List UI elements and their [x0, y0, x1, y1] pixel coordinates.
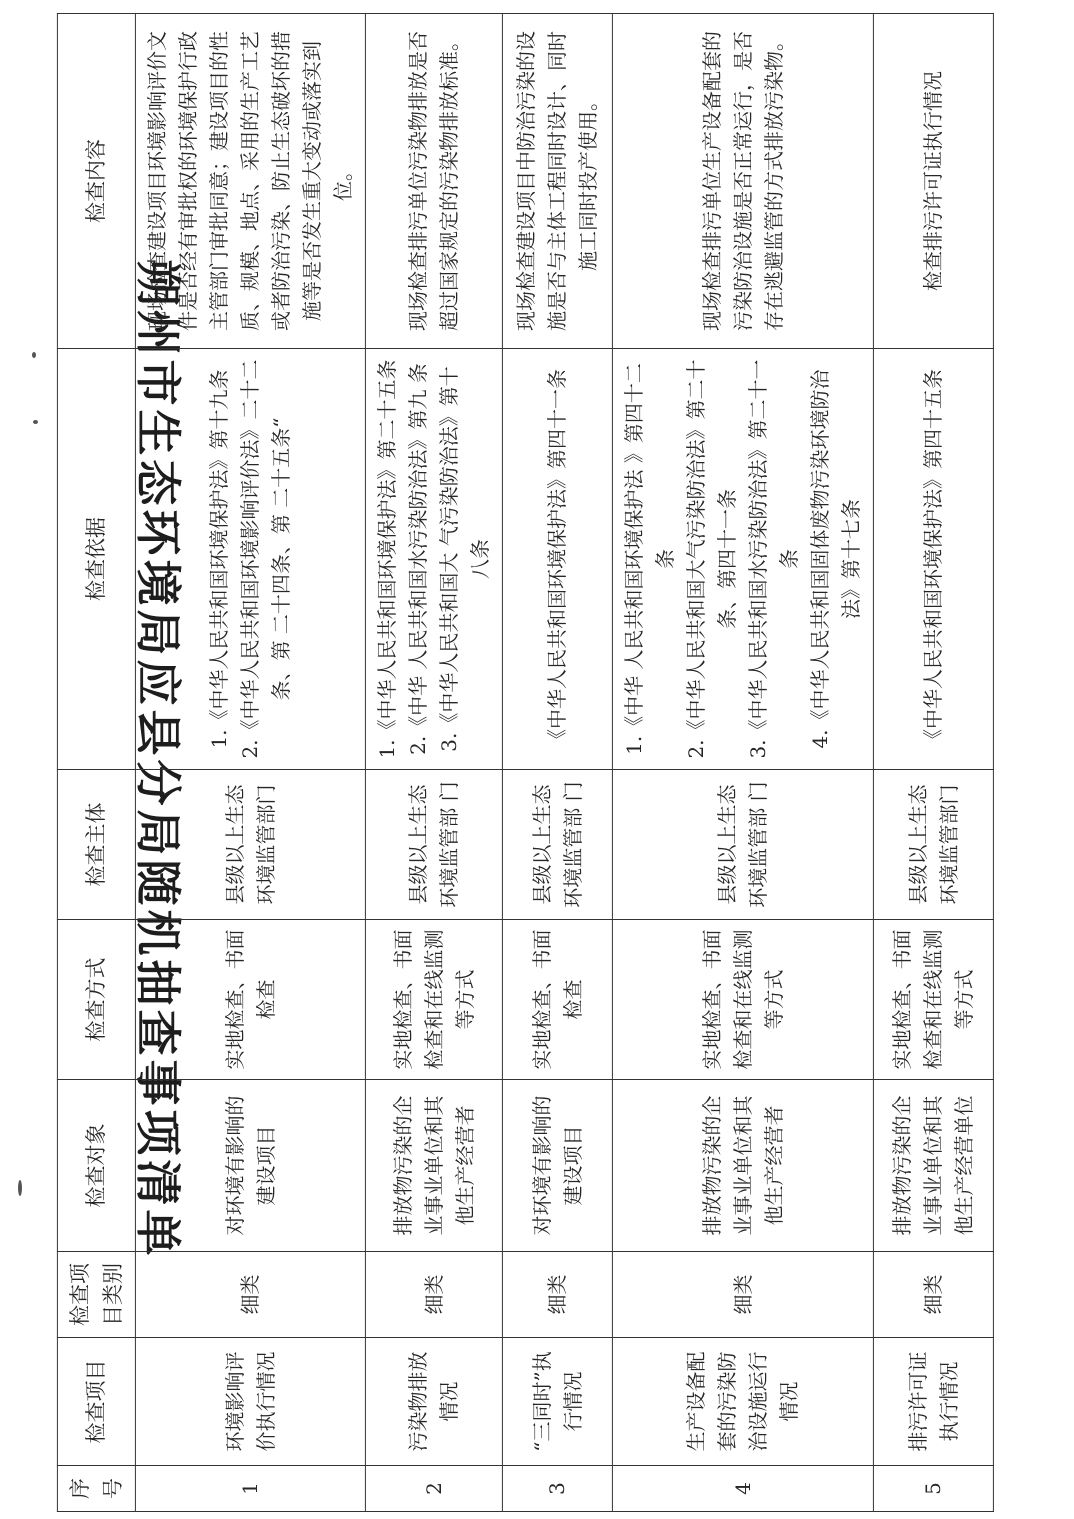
row-content: 现场检查建设项目环境影响评价文件是否经有审批权的环境保护行政主管部门审批同意；建设项目的性质、规模、地点、采用的生产工艺或者防治污染、防止生态破坏的措施等是否发生重大变动或落实到位。 [136, 14, 366, 349]
page-title: 朔州市生态环境局应县分局随机抽查事项清单 [131, 259, 185, 1260]
table-row [874, 14, 994, 1512]
row-content: 现场检查排污单位生产设备配套的污染防治设施是否正常运行，是否存在逃避监管的方式排放污染物。 [613, 14, 874, 349]
basis-line: 3.《中华人民共和国水污染防治法》第二十一条 [746, 359, 801, 759]
header-basis: 检查依据 [57, 349, 135, 770]
header-subject: 检查主体 [57, 770, 135, 920]
row-basis [874, 349, 994, 770]
table-row [136, 14, 366, 1512]
row-target: 对环境有影响的建设项目 [136, 1080, 366, 1252]
row-subject: 县级以上生态环境监管部 门 [366, 770, 503, 920]
row-no: 5 [874, 1466, 994, 1512]
header-target: 检查对象 [57, 1080, 135, 1252]
row-item: 环境影响评价执行情况 [136, 1338, 366, 1466]
row-method: 实地检查、书面检查和在线监测等方式 [874, 920, 994, 1080]
row-basis [503, 349, 613, 770]
basis-line: 2.《中华人民共和国环境影响评价法》二十二条、第 二十四条、第 二十五条“ [238, 359, 293, 759]
inspection-table [57, 13, 994, 1512]
row-method: 实地检查、书面检查和在线监测等方式 [613, 920, 874, 1080]
row-method: 实地检查、书面检查和在线监测等方式 [366, 920, 503, 1080]
basis-line: 《中华人民共和国环境保护法》第四十五条 [921, 369, 945, 749]
row-content: 现场检查排污单位污染物排放是否超过国家规定的污染物排放标准。 [366, 14, 503, 349]
basis-line: 2.《中华人民共和国大气污染防治法》第二十条、第四十一条 [684, 359, 739, 759]
row-subject: 县级以上生态环境监管部门 [136, 770, 366, 920]
header-content: 检查内容 [57, 14, 135, 349]
table-row [366, 14, 503, 1512]
row-category: 细类 [136, 1252, 366, 1338]
row-target: 排放物污染的企业事业单位和其他生产经营单位 [874, 1080, 994, 1252]
row-no: 2 [366, 1466, 503, 1512]
row-category: 细类 [366, 1252, 503, 1338]
row-category: 细类 [503, 1252, 613, 1338]
row-subject: 县级以上生态环境监管部 门 [503, 770, 613, 920]
basis-line: 2.《中华 人民共和国水污染防治法》第九 条 [406, 363, 430, 755]
row-basis [366, 349, 503, 770]
row-method: 实地检查、书面检查 [503, 920, 613, 1080]
row-subject: 县级以上生态环境监管部门 [874, 770, 994, 920]
basis-line: 1.《中华人民共和国环境保护法》第二十五条 [375, 359, 399, 759]
row-item: 生产设备配套的污染防治设施运行情况 [613, 1338, 874, 1466]
row-item: 污染物排放情况 [366, 1338, 503, 1466]
basis-line: 4.《中华人民共和国固体废物污染环境防治法》第十七条 [808, 369, 863, 749]
row-no: 3 [503, 1466, 613, 1512]
table-header-row [57, 14, 135, 1512]
row-category: 细类 [874, 1252, 994, 1338]
table-row [503, 14, 613, 1512]
header-item: 检查项目 [57, 1338, 135, 1466]
basis-line: 《中华人民共和国环境保护法》第四十一条 [545, 369, 569, 749]
basis-line: 1.《中华 人民共和国环境保护法 》第四十二条 [622, 363, 677, 755]
row-basis [613, 349, 874, 770]
basis-line: 1.《中华人民共和国环境保护法》第十九条 [207, 369, 231, 749]
header-no: 序号 [57, 1466, 135, 1512]
header-method: 检查方式 [57, 920, 135, 1080]
row-item: 排污许可证执行情况 [874, 1338, 994, 1466]
row-content: 检查排污许可证执行情况 [874, 14, 994, 349]
basis-line: 3.《中华人民共和国大 气污染防治法》第十八条 [437, 366, 492, 752]
row-subject: 县级以上生态环境监管部 门 [613, 770, 874, 920]
row-item: “三同时”执行情况 [503, 1338, 613, 1466]
row-no: 4 [613, 1466, 874, 1512]
row-content: 现场检查建设项目中防治污染的设施是否与主体工程同时设计、同时施工同时投产使用。 [503, 14, 613, 349]
row-target: 排放物污染的企业事业单位和其他生产经营者 [613, 1080, 874, 1252]
row-method: 实地检查、书面检查 [136, 920, 366, 1080]
row-category: 细类 [613, 1252, 874, 1338]
table-row [613, 14, 874, 1512]
row-no: 1 [136, 1466, 366, 1512]
row-target: 排放物污染的企业事业单位和其他生产经营者 [366, 1080, 503, 1252]
header-category: 检查项目类别 [57, 1252, 135, 1338]
row-target: 对环境有影响的建设项目 [503, 1080, 613, 1252]
row-basis [136, 349, 366, 770]
